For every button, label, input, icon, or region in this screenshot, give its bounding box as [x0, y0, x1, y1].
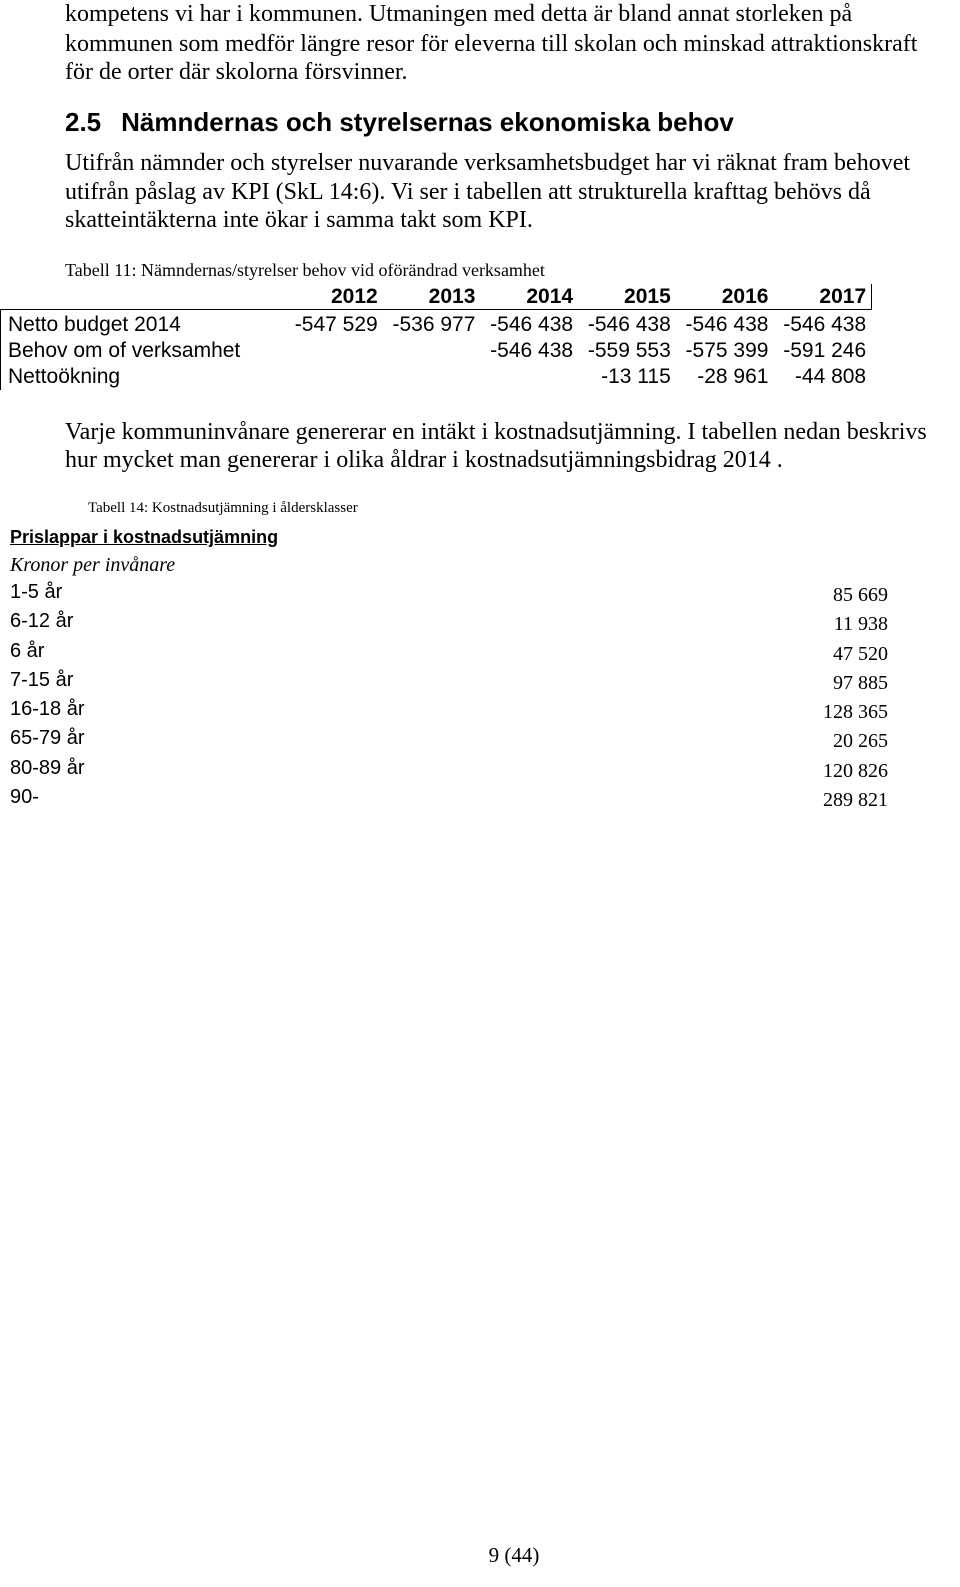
table-cell — [378, 338, 476, 364]
table-cell: -546 438 — [490, 313, 574, 336]
age-label: 16-18 år — [10, 698, 85, 721]
table-cell: -591 246 — [783, 339, 867, 362]
table-cell — [280, 364, 378, 390]
age-value: 47 520 — [833, 642, 888, 665]
page-number: 9 (44) — [488, 1543, 540, 1567]
age-value: 11 938 — [833, 613, 888, 636]
age-value: 120 826 — [823, 759, 888, 782]
column-header: 2017 — [819, 285, 867, 308]
column-header: 2016 — [721, 285, 769, 308]
age-label: 6-12 år — [10, 610, 74, 633]
table-row — [0, 756, 900, 785]
table-heading: Prislappar i kostnadsutjämning — [10, 527, 279, 547]
age-value: 20 265 — [833, 730, 888, 753]
paragraph-line: kommunen som medför längre resor för eleverna till skolan och minskad attraktionskraft — [65, 31, 918, 57]
table-body — [0, 310, 872, 390]
age-label: 65-79 år — [10, 727, 85, 750]
table-cell: -44 808 — [794, 365, 867, 388]
table-cell: -546 438 — [490, 339, 574, 362]
paragraph-line: Utifrån nämnder och styrelser nuvarande verksamhetsbudget har vi räknat fram behovet — [65, 150, 911, 176]
table-cell: -559 553 — [587, 339, 671, 362]
table-cell: -546 438 — [783, 313, 867, 336]
table-row — [1, 312, 872, 338]
paragraph-line: utifrån påslag av KPI (SkL 14:6). Vi ser i tabellen att strukturella krafttag behövs då — [65, 179, 871, 205]
paragraph-line: kompetens vi har i kommunen. Utmaningen med detta är bland annat storleken på — [65, 1, 853, 27]
paragraph-line: hur mycket man genererar i olika åldrar i kostnadsutjämningsbidrag 2014 . — [65, 447, 783, 473]
table-cell: -28 961 — [697, 365, 769, 388]
table-cell — [475, 364, 573, 390]
age-value: 85 669 — [833, 584, 888, 606]
table-cell: -546 438 — [587, 313, 671, 336]
table-header-row — [0, 284, 872, 310]
table-row — [0, 726, 900, 755]
table-cell — [378, 364, 476, 390]
table-cell: -575 399 — [685, 339, 769, 362]
age-value: 97 885 — [833, 671, 888, 694]
column-header: 2012 — [330, 285, 378, 308]
age-class-table — [0, 580, 900, 814]
age-label: 90- — [10, 786, 39, 809]
table-cell: -547 529 — [294, 313, 378, 336]
budget-needs-table — [0, 284, 872, 390]
row-label: Netto budget 2014 — [8, 313, 181, 336]
table-row — [1, 338, 872, 364]
table-row — [0, 668, 900, 697]
section-number: 2.5 — [65, 107, 102, 137]
table-cell — [280, 338, 378, 364]
table-row — [0, 785, 900, 814]
table-unit: Kronor per invånare — [10, 554, 176, 576]
table-cell: -536 977 — [392, 313, 476, 336]
column-header: 2013 — [428, 285, 476, 308]
table-cell: -546 438 — [685, 313, 769, 336]
section-heading — [65, 106, 734, 138]
paragraph-line: skatteintäkterna inte ökar i samma takt som KPI. — [65, 207, 533, 233]
table-row — [1, 364, 872, 390]
section-title: Nämndernas och styrelsernas ekonomiska behov — [121, 107, 734, 137]
table-row — [0, 639, 900, 668]
age-label: 80-89 år — [10, 756, 85, 779]
age-label: 6 år — [10, 639, 45, 662]
paragraph-line: Varje kommuninvånare genererar en intäkt i kostnadsutjämning. I tabellen nedan beskrivs — [65, 419, 927, 445]
table-caption: Tabell 11: Nämndernas/styrelser behov vid oförändrad verksamhet — [65, 260, 545, 280]
table-cell: -13 115 — [601, 365, 671, 388]
age-label: 7-15 år — [10, 668, 74, 691]
column-header: 2014 — [526, 285, 574, 308]
paragraph-line: för de orter där skolorna försvinner. — [65, 59, 408, 85]
age-value: 128 365 — [823, 701, 888, 724]
age-value: 289 821 — [823, 789, 888, 812]
table-row — [0, 609, 900, 638]
table-row — [0, 580, 900, 609]
row-label: Nettoökning — [8, 365, 121, 388]
age-label: 1-5 år — [10, 581, 63, 603]
table-caption: Tabell 14: Kostnadsutjämning i åldersklasser — [88, 500, 358, 516]
row-label: Behov om of verksamhet — [8, 339, 241, 362]
header-label-cell — [0, 284, 280, 309]
column-header: 2015 — [624, 285, 671, 308]
table-row — [0, 697, 900, 726]
